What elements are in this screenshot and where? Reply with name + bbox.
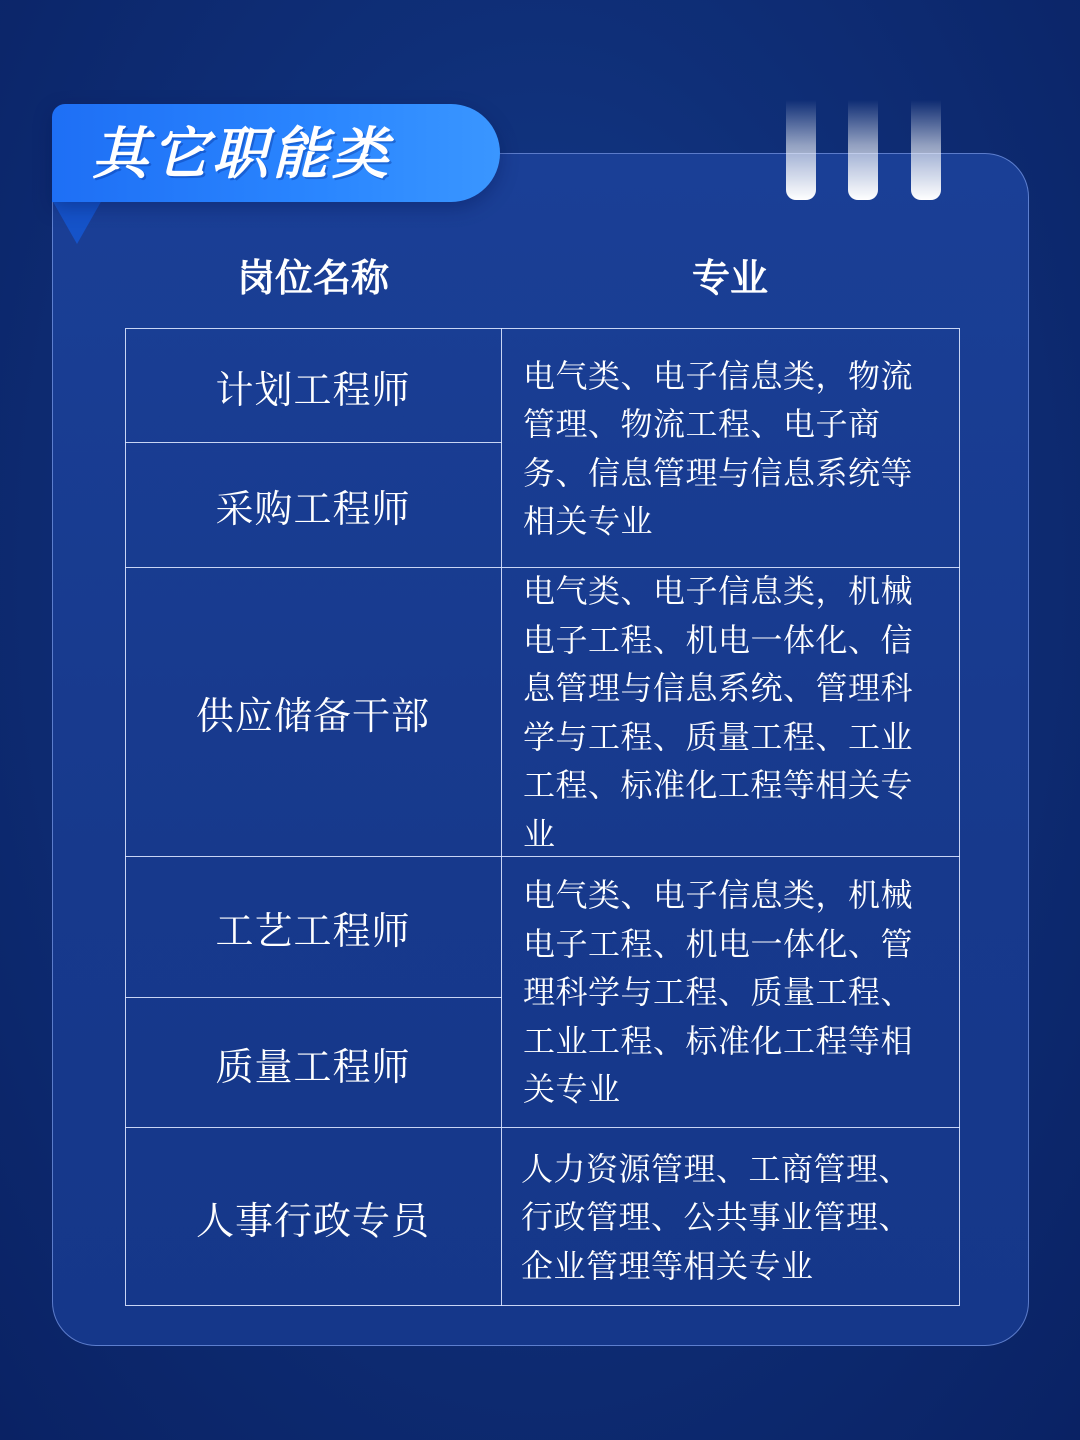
position-cell: 采购工程师: [215, 487, 411, 531]
table-column-divider: [501, 328, 502, 1306]
table-subrow-divider: [125, 997, 502, 998]
position-cell: 供应储备干部: [195, 694, 430, 738]
major-text: 电气类、电子信息类，机械电子工程、机电一体化、管理科学与工程、质量工程、工业工程、标准化工程等相关专业: [523, 876, 914, 1109]
decorative-bar-2: [848, 100, 878, 200]
section-title: 其它职能类: [92, 122, 392, 187]
decorative-bar-1: [786, 100, 816, 200]
column-header-position: 岗位名称: [236, 256, 389, 300]
major-text: 电气类、电子信息类，物流管理、物流工程、电子商务、信息管理与信息系统等相关专业: [523, 356, 914, 540]
major-cell: [523, 330, 943, 567]
major-text: 电气类、电子信息类，机械电子工程、机电一体化、信息管理与信息系统、管理科学与工程、质量工程、工业工程、标准化工程等相关专业: [523, 572, 914, 853]
position-cell: 工艺工程师: [215, 909, 411, 953]
decorative-bar-3: [911, 100, 941, 200]
table-row-divider: [125, 1127, 960, 1128]
column-header-major: 专业: [691, 256, 768, 300]
position-cell: 人事行政专员: [195, 1199, 430, 1243]
major-cell: [521, 1129, 941, 1306]
table-subrow-divider: [125, 442, 502, 443]
major-cell: [523, 858, 943, 1127]
major-text: 人力资源管理、工商管理、行政管理、公共事业管理、企业管理等相关专业: [521, 1149, 912, 1285]
position-cell: 质量工程师: [215, 1044, 411, 1089]
major-cell: [523, 569, 943, 856]
position-cell: 计划工程师: [215, 367, 411, 412]
